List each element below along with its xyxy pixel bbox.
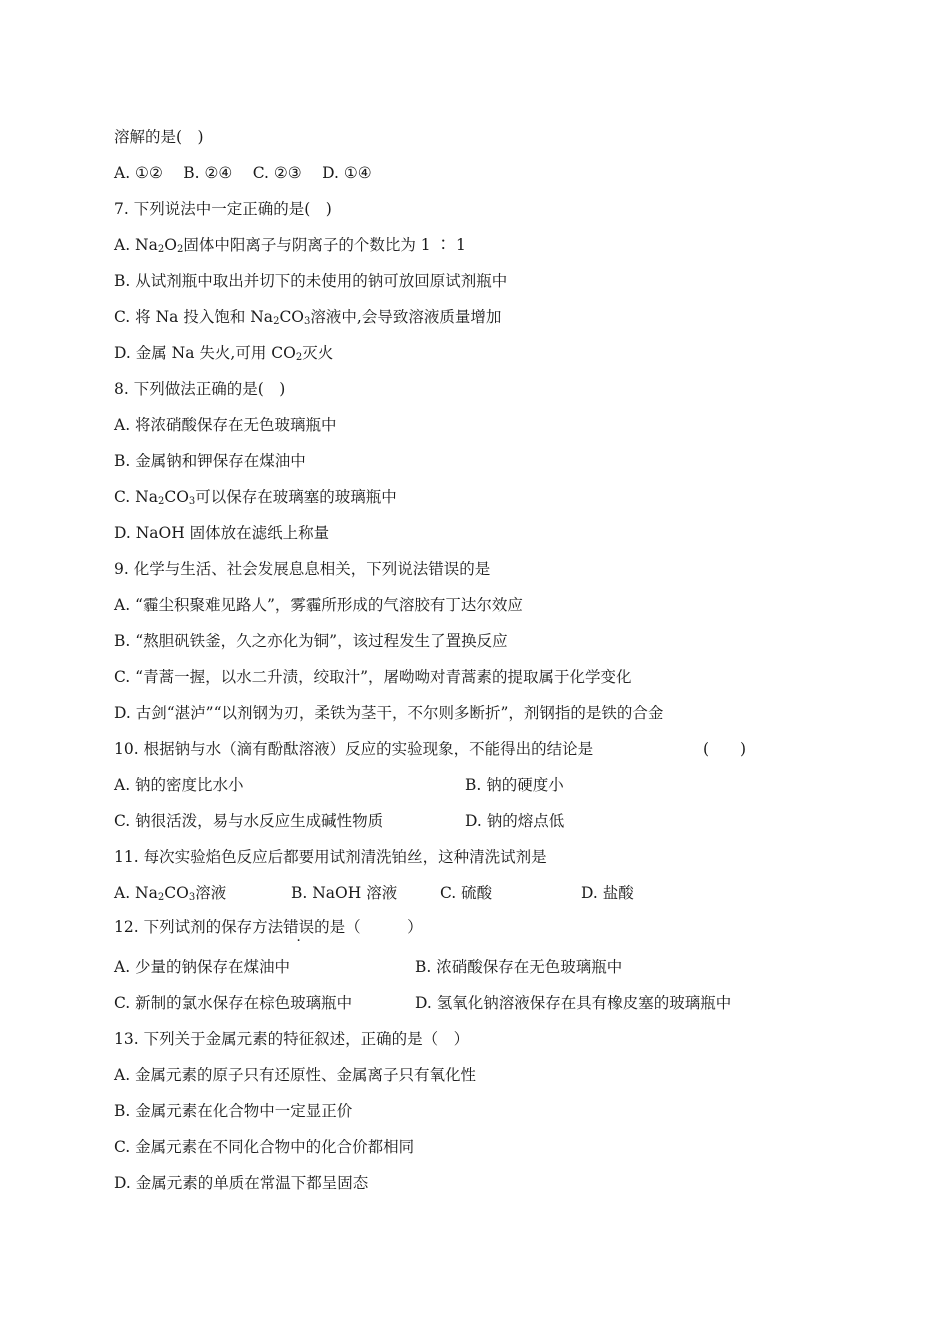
q11-stem: 11. 每次实验焰色反应后都要用试剂清洗铂丝，这种清洗试剂是 [114,848,547,866]
q9-option-b: B. “熬胆矾铁釜，久之亦化为铜”，该过程发生了置换反应 [114,632,508,650]
q8-option-c: C. $Na_2CO_3$可以保存在玻璃塞的玻璃瓶中 [114,488,397,507]
q10-answer-paren: ( ) [703,740,747,758]
q11-option-b: B. NaOH 溶液 [291,884,398,902]
q7-option-a: A. $Na_2O_2$固体中阳离子与阴离子的个数比为 1 ∶ 1 [114,236,466,255]
q12-option-b: B. 浓硝酸保存在无色玻璃瓶中 [415,958,623,976]
q12-option-c: C. 新制的氯水保存在棕色玻璃瓶中 [114,994,353,1012]
q13-option-c: C. 金属元素在不同化合物中的化合价都相同 [114,1138,415,1156]
q7-option-b: B. 从试剂瓶中取出并切下的未使用的钠可放回原试剂瓶中 [114,272,508,290]
q9-option-c: C. “青蒿一握，以水二升渍，绞取汁”，屠呦呦对青蒿素的提取属于化学变化 [114,668,632,686]
q11-option-a: A. $Na_2CO_3$溶液 [114,884,227,903]
q9-option-d: D. 古剑“湛泸”“以剂钢为刃，柔铁为茎干，不尔则多断折”，剂钢指的是铁的合金 [114,704,664,722]
q12-option-d: D. 氢氧化钠溶液保存在具有橡皮塞的玻璃瓶中 [415,994,732,1012]
q12-option-a: A. 少量的钠保存在煤油中 [114,958,291,976]
q11-option-c: C. 硫酸 [440,884,493,902]
q12-stem: 12. 下列试剂的保存方法错误的是（ ） [114,918,423,936]
q8-option-b: B. 金属钠和钾保存在煤油中 [114,452,306,470]
q9-stem: 9. 化学与生活、社会发展息息相关，下列说法错误的是 [114,560,491,578]
q10-option-d: D. 钠的熔点低 [465,812,565,830]
q11-option-d: D. 盐酸 [581,884,634,902]
q10-stem: 10. 根据钠与水（滴有酚酞溶液）反应的实验现象，不能得出的结论是 [114,740,594,758]
q7-stem: 7. 下列说法中一定正确的是( ) [114,200,332,218]
q7-option-c: C. 将 Na 投入饱和 $Na_2CO_3$溶液中,会导致溶液质量增加 [114,308,502,327]
q12-emphasis-error: 错误 [283,918,315,936]
q8-option-d: D. NaOH 固体放在滤纸上称量 [114,524,330,542]
q6-options: A. ①② B. ②④ C. ②③ D. ①④ [114,164,372,182]
q6-tail: 溶解的是( ) [114,128,204,146]
q13-option-a: A. 金属元素的原子只有还原性、金属离子只有氧化性 [114,1066,477,1084]
q7-option-d: D. 金属 Na 失火,可用 $CO_2$灭火 [114,344,334,363]
q13-stem: 13. 下列关于金属元素的特征叙述，正确的是（ ） [114,1030,470,1048]
q10-option-b: B. 钠的硬度小 [465,776,564,794]
q8-option-a: A. 将浓硝酸保存在无色玻璃瓶中 [114,416,337,434]
q9-option-a: A. “霾尘积聚难见路人”，雾霾所形成的气溶胶有丁达尔效应 [114,596,523,614]
q8-stem: 8. 下列做法正确的是( ) [114,380,286,398]
q13-option-b: B. 金属元素在化合物中一定显正价 [114,1102,353,1120]
q13-option-d: D. 金属元素的单质在常温下都呈固态 [114,1174,369,1192]
q10-option-a: A. 钠的密度比水小 [114,776,244,794]
q10-option-c: C. 钠很活泼，易与水反应生成碱性物质 [114,812,384,830]
